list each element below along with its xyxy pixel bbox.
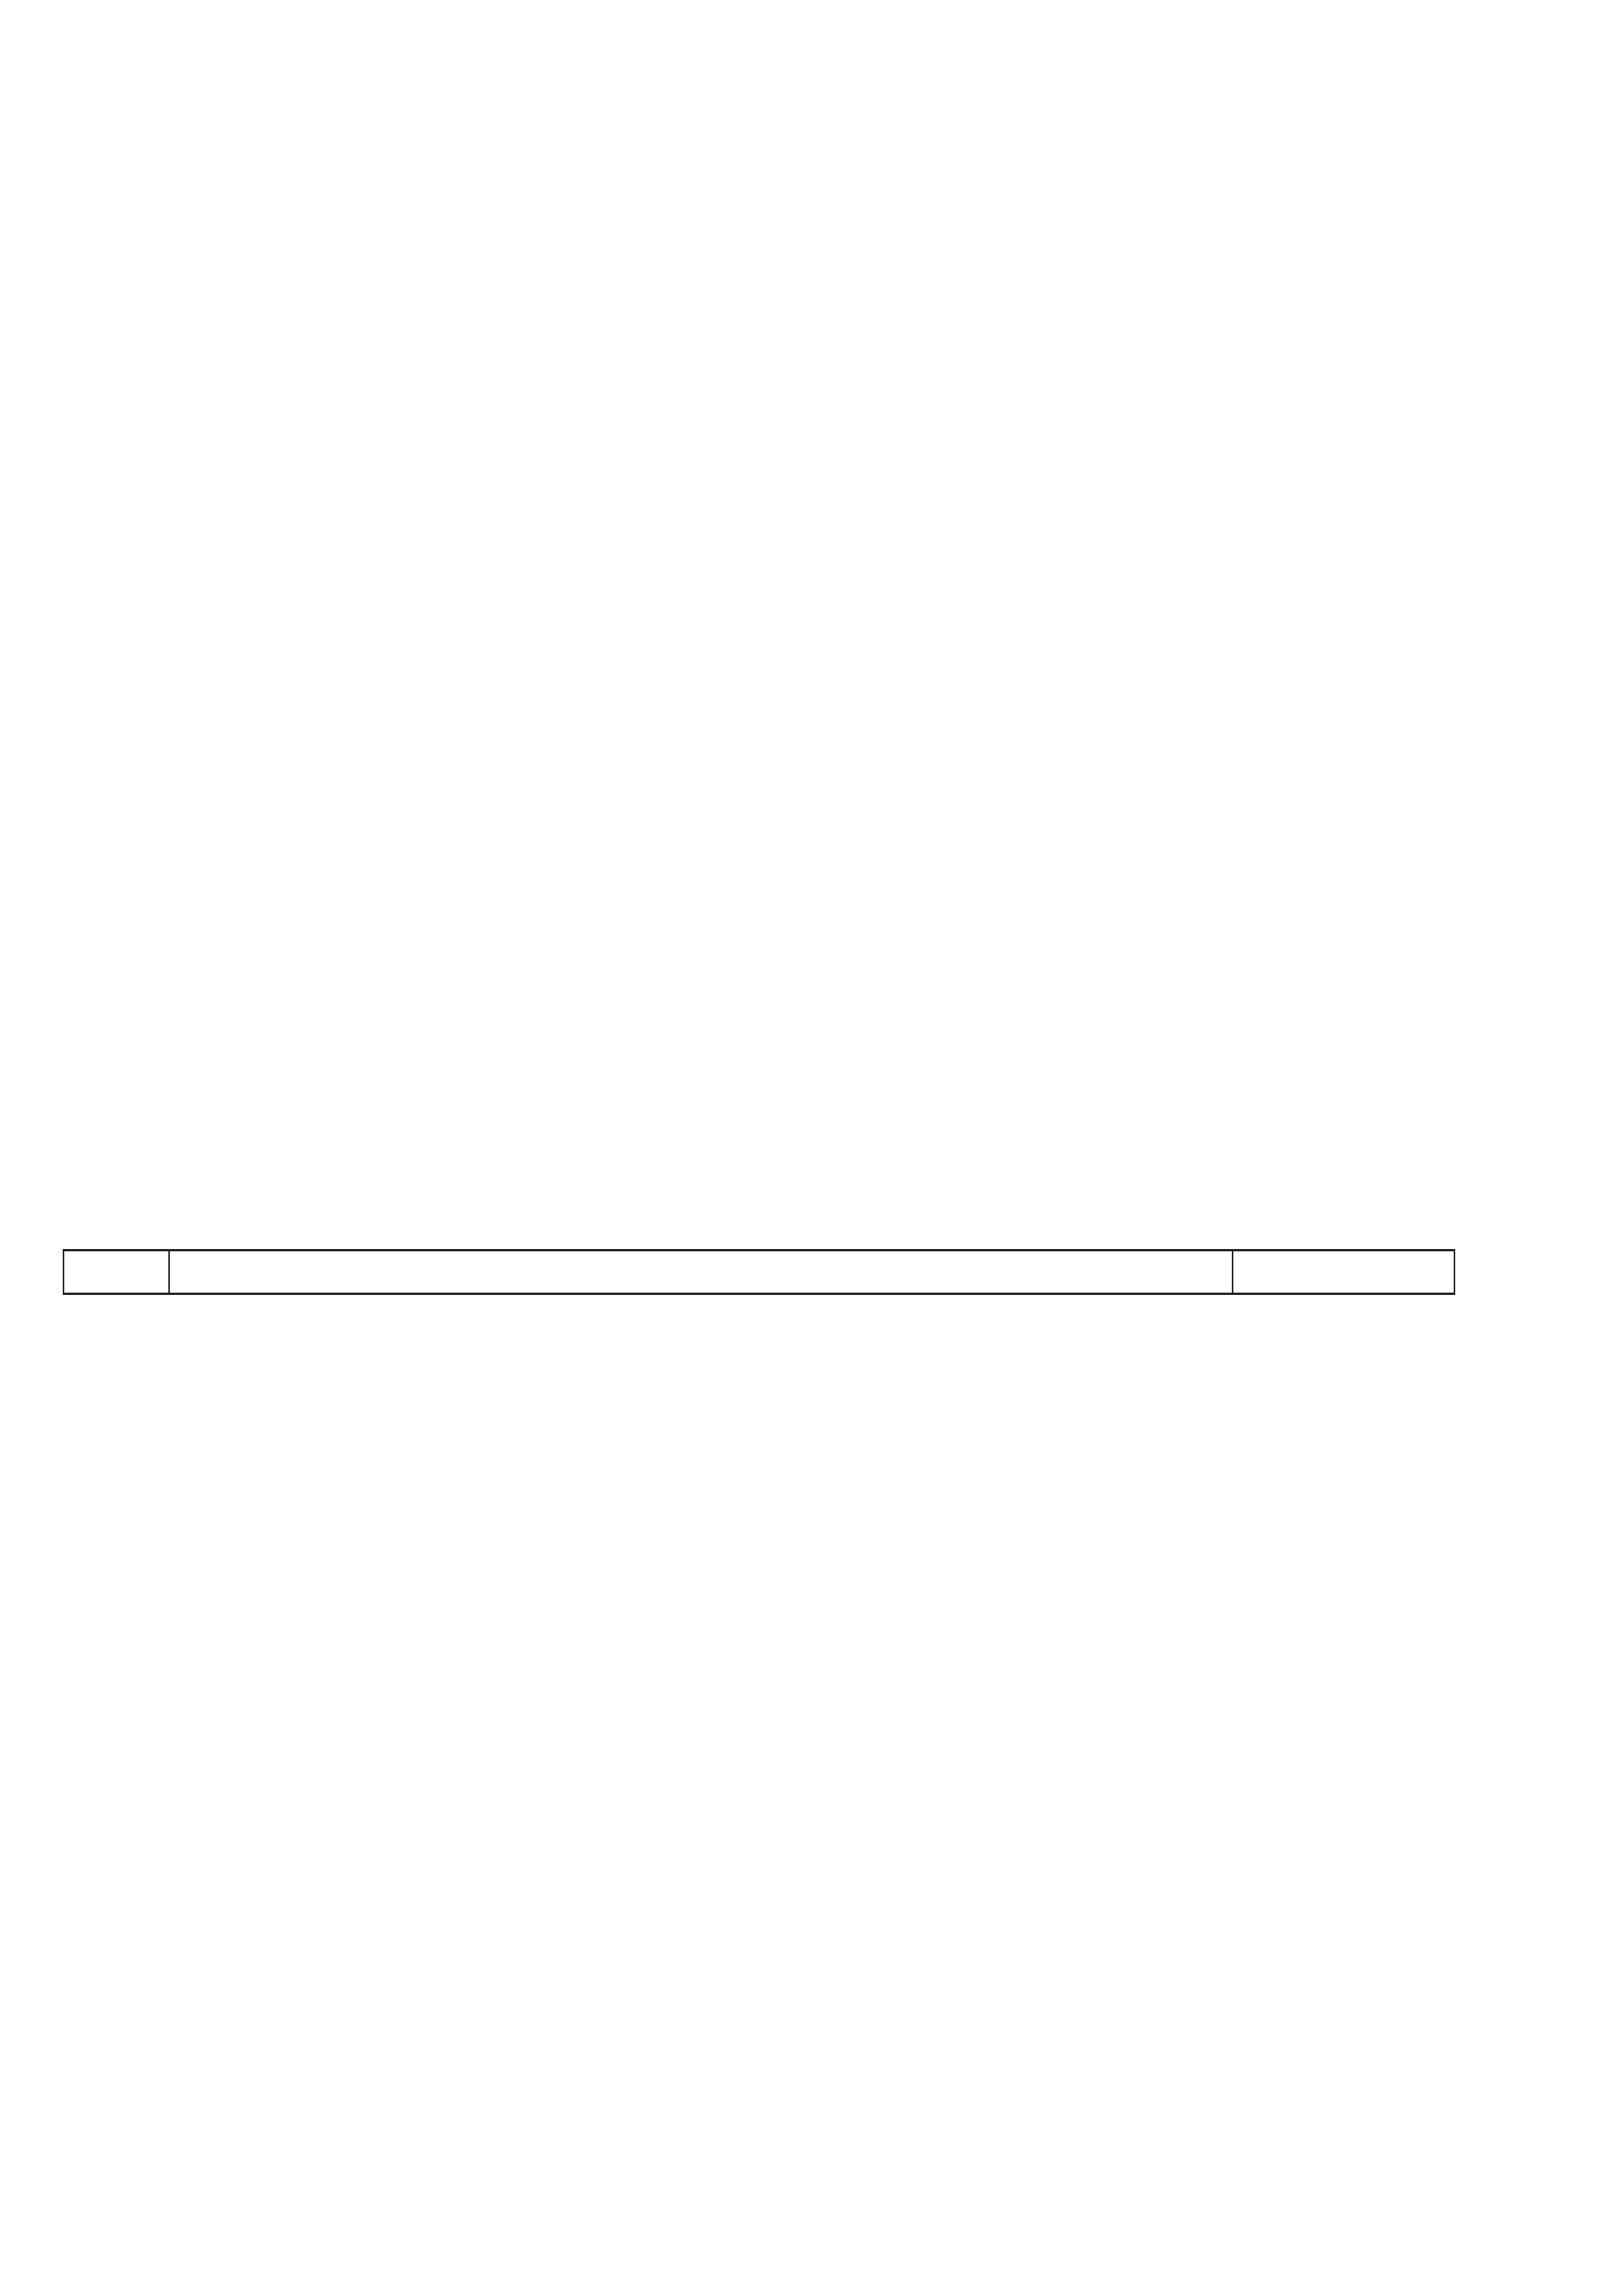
header-amount: [1233, 1251, 1454, 1294]
expenses-header-row: [64, 1251, 1454, 1294]
expenses-table: [63, 1249, 1455, 1295]
header-number: [64, 1251, 169, 1294]
header-name: [169, 1251, 1233, 1294]
